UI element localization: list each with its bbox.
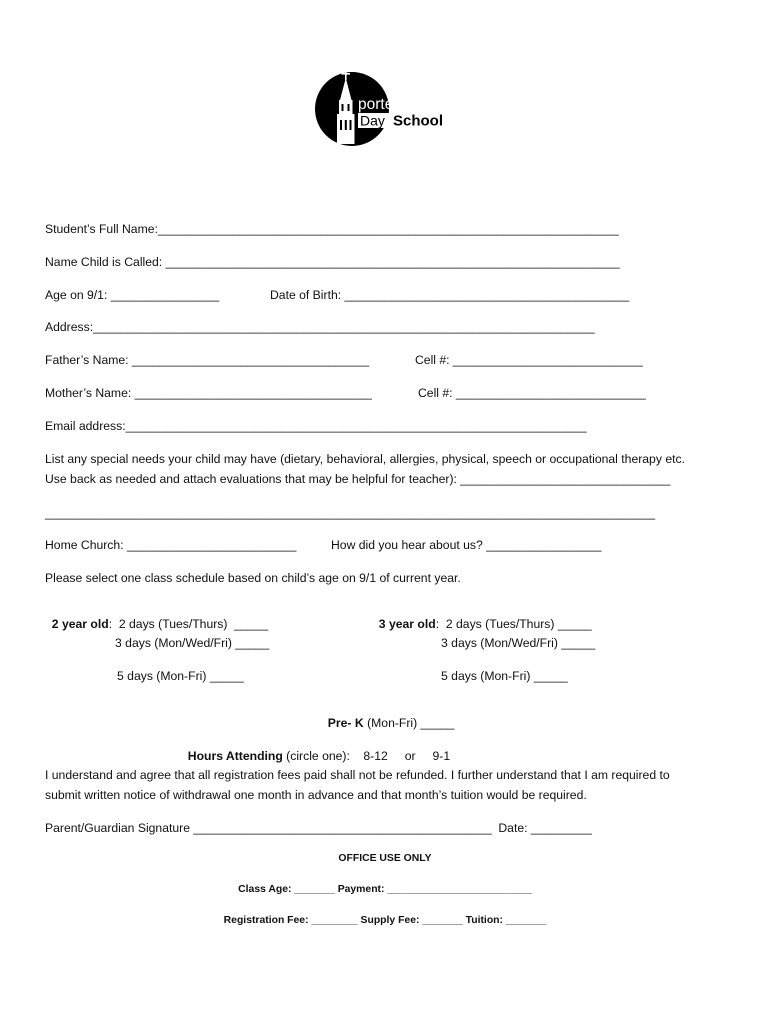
office-fees: Registration Fee: ________ Supply Fee: _______ Tuition: _______ [223,915,547,926]
three-year-option-3days[interactable]: 3 days (Mon/Wed/Fri) _____ [441,636,596,650]
three-year-option-5days[interactable]: 5 days (Mon-Fri) _____ [441,669,568,683]
hours-attending-row[interactable] [181,735,450,763]
date-of-birth-field[interactable]: Date of Birth: __________________________________________ [270,288,630,302]
hours-attending-label: Hours Attending [187,749,283,763]
home-church-field[interactable]: Home Church: _________________________ [45,538,297,552]
special-needs-blank-line[interactable]: __________________________________________________________________________________________ [45,506,656,520]
agreement-line-1: I understand and agree that all registration fees paid shall not be refunded. I further understand that I am required to [45,768,670,782]
hours-attending-options[interactable]: (circle one): 8-12 or 9-1 [282,749,451,763]
prek-row[interactable] [321,702,454,730]
two-year-option-5days[interactable]: 5 days (Mon-Fri) _____ [117,669,244,683]
select-schedule-instruction: Please select one class schedule based on child’s age on 9/1 of current year. [45,571,461,585]
two-year-label: 2 year old [51,617,109,631]
age-field[interactable]: Age on 9/1: ________________ [45,288,220,302]
two-year-option-3days[interactable]: 3 days (Mon/Wed/Fri) _____ [115,636,270,650]
porterfield-day-school-logo [314,68,456,154]
logo-word-top: porterfield [358,96,427,113]
office-class-age-payment: Class Age: _______ Payment: _________________________ [238,884,532,895]
address-field[interactable]: Address:__________________________________________________________________________ [45,320,595,334]
prek-option[interactable]: (Mon-Fri) _____ [363,716,455,730]
prek-label: Pre- K [327,716,364,730]
logo-word-day: Day [360,112,385,129]
father-name-field[interactable]: Father’s Name: ___________________________________ [45,353,370,367]
special-needs-line-1: List any special needs your child may have (dietary, behavioral, allergies, physical, speech or occupational therapy etc. [45,452,685,466]
mother-name-field[interactable]: Mother’s Name: ___________________________________ [45,386,372,400]
special-needs-line-2[interactable]: Use back as needed and attach evaluations that may be helpful for teacher): _______________________________ [45,472,671,486]
name-called-field[interactable]: Name Child is Called: ___________________________________________________________________ [45,255,620,269]
agreement-line-2: submit written notice of withdrawal one month in advance and that month’s tuition would be required. [45,788,587,802]
three-year-option-2days[interactable]: : 2 days (Tues/Thurs) _____ [435,617,592,631]
email-field[interactable]: Email address:____________________________________________________________________ [45,419,587,433]
signature-date-field[interactable]: Parent/Guardian Signature ____________________________________________ Date: _________ [45,821,592,835]
logo-word-school: School [393,112,444,130]
three-year-row-1[interactable] [372,603,592,631]
two-year-row-1[interactable] [45,603,268,631]
student-full-name-field[interactable]: Student’s Full Name:____________________________________________________________________ [45,222,619,236]
two-year-option-2days[interactable]: : 2 days (Tues/Thurs) _____ [108,617,269,631]
office-use-title: OFFICE USE ONLY [338,853,432,864]
how-hear-field[interactable]: How did you hear about us? _________________ [331,538,602,552]
father-cell-field[interactable]: Cell #: ____________________________ [415,353,643,367]
mother-cell-field[interactable]: Cell #: ____________________________ [418,386,646,400]
three-year-label: 3 year old [378,617,436,631]
